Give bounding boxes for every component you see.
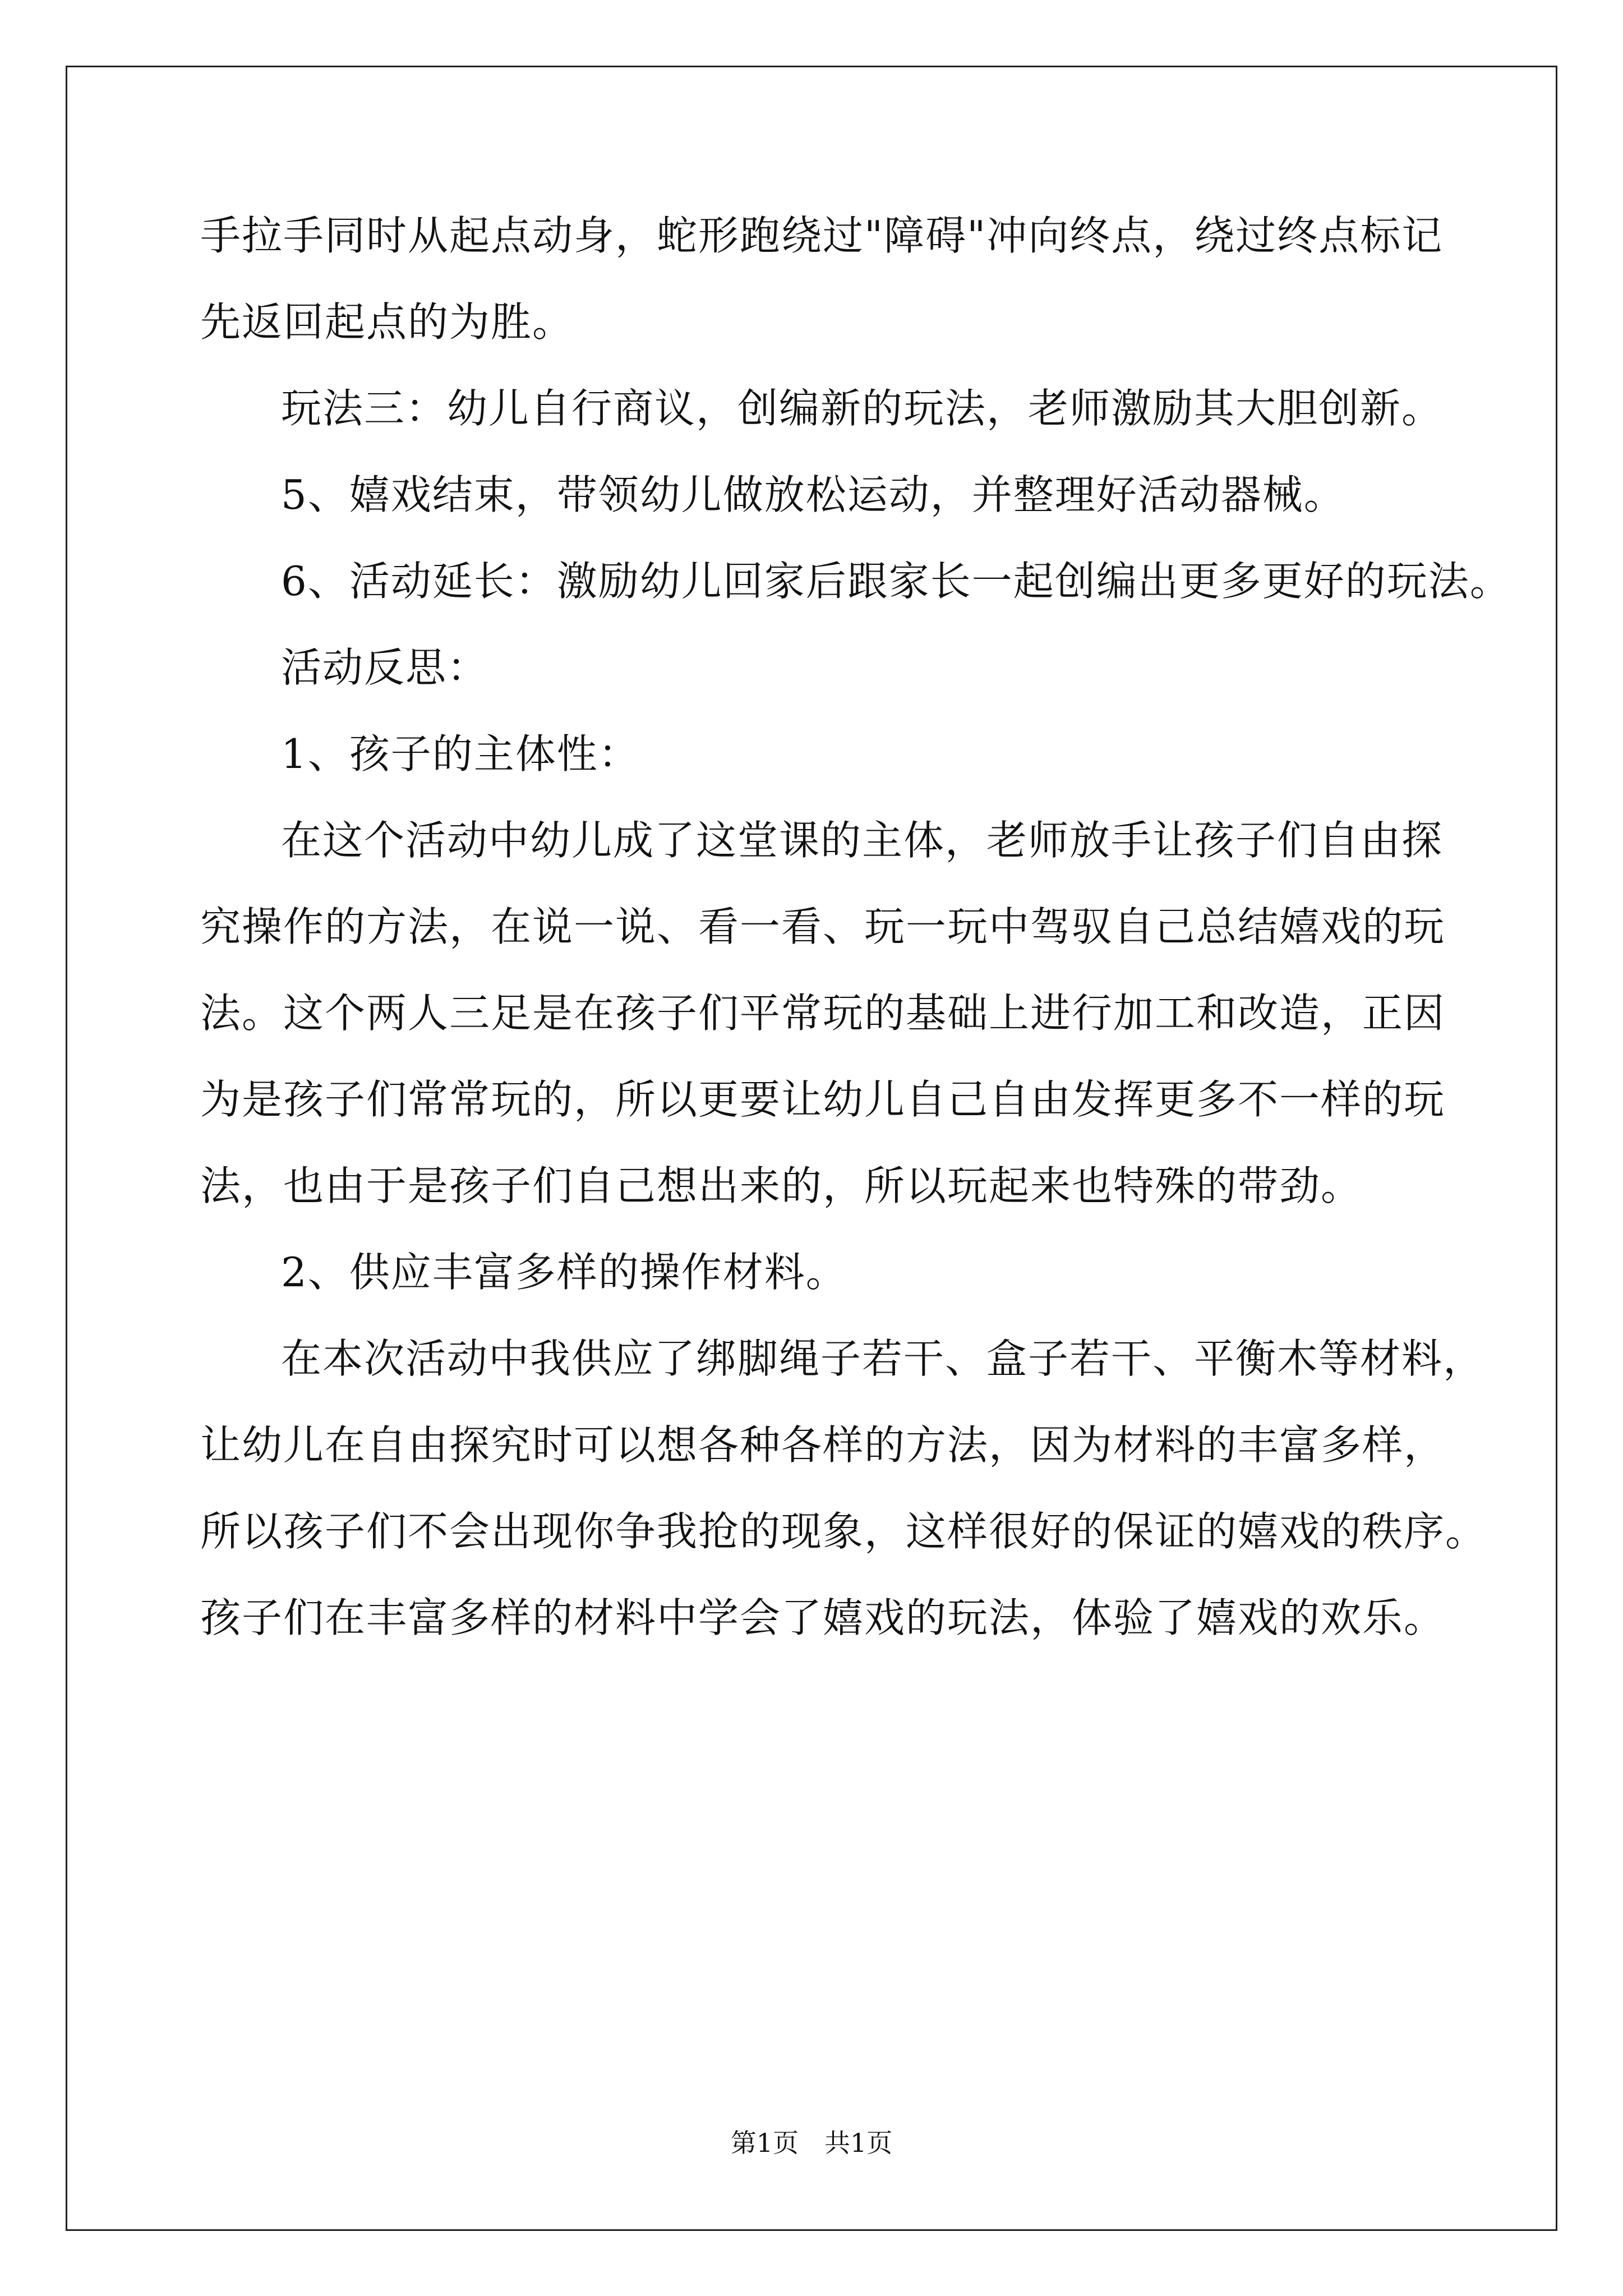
paragraph-line: 手拉手同时从起点动身，蛇形跑绕过"障碍"冲向终点，绕过终点标记	[200, 212, 1444, 259]
paragraph-line: 所以孩子们不会出现你争我抢的现象，这样很好的保证的嬉戏的秩序。	[200, 1508, 1487, 1555]
paragraph-line: 究操作的方法，在说一说、看一看、玩一玩中驾驭自己总结嬉戏的玩	[200, 903, 1446, 950]
paragraph-line: 让幼儿在自由探究时可以想各种各样的方法，因为材料的丰富多样，	[200, 1421, 1446, 1469]
subsection-heading: 1、孩子的主体性：	[281, 730, 640, 777]
paragraph-line: 为是孩子们常常玩的，所以更要让幼儿自己自由发挥更多不一样的玩	[200, 1076, 1446, 1123]
paragraph-line: 玩法三：幼儿自行商议，创编新的玩法，老师激励其大胆创新。	[281, 385, 1444, 432]
paragraph-line: 孩子们在丰富多样的材料中学会了嬉戏的玩法，体验了嬉戏的欢乐。	[200, 1594, 1446, 1641]
paragraph-line: 在这个活动中幼儿成了这堂课的主体，老师放手让孩子们自由探	[281, 817, 1444, 864]
subsection-heading: 2、供应丰富多样的操作材料。	[281, 1249, 847, 1296]
page-number-footer: 第1页 共1页	[730, 2128, 893, 2158]
paragraph-line: 在本次活动中我供应了绑脚绳子若干、盒子若干、平衡木等材料，	[281, 1335, 1485, 1382]
paragraph-line: 法。这个两人三足是在孩子们平常玩的基础上进行加工和改造，正因	[200, 990, 1446, 1037]
paragraph-line: 5、嬉戏结束，带领幼儿做放松运动，并整理好活动器械。	[281, 471, 1345, 518]
paragraph-line: 先返回起点的为胜。	[200, 298, 574, 346]
paragraph-line: 6、活动延长：激励幼儿回家后跟家长一起创编出更多更好的玩法。	[281, 558, 1511, 605]
paragraph-line: 法，也由于是孩子们自己想出来的，所以玩起来也特殊的带劲。	[200, 1162, 1363, 1209]
section-heading: 活动反思：	[281, 644, 489, 691]
